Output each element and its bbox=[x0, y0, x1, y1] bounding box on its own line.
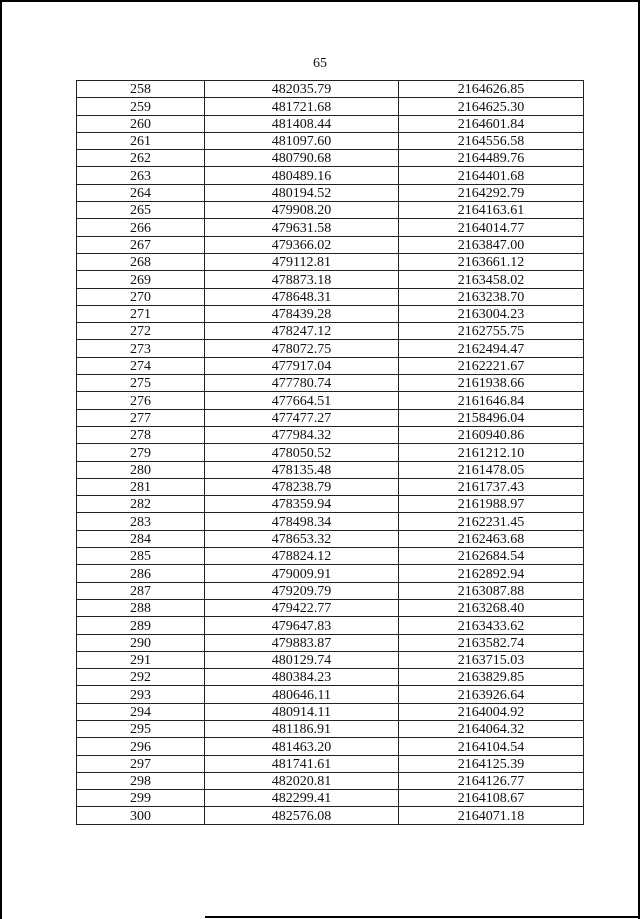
table-row bbox=[77, 686, 584, 703]
table-row bbox=[77, 772, 584, 789]
table-row bbox=[77, 132, 584, 149]
y-coordinate-cell: 2164104.54 bbox=[399, 738, 584, 755]
y-coordinate-cell: 2164126.77 bbox=[399, 772, 584, 789]
x-coordinate-cell: 479908.20 bbox=[205, 202, 399, 219]
table-row bbox=[77, 409, 584, 426]
x-coordinate-cell: 482035.79 bbox=[205, 81, 399, 98]
point-number-cell: 291 bbox=[77, 651, 205, 668]
x-coordinate-cell: 478238.79 bbox=[205, 478, 399, 495]
scan-border-bottom bbox=[205, 916, 640, 918]
x-coordinate-cell: 481408.44 bbox=[205, 115, 399, 132]
point-number-cell: 262 bbox=[77, 150, 205, 167]
point-number-cell: 259 bbox=[77, 98, 205, 115]
table-row bbox=[77, 617, 584, 634]
y-coordinate-cell: 2164014.77 bbox=[399, 219, 584, 236]
point-number-cell: 290 bbox=[77, 634, 205, 651]
point-number-cell: 261 bbox=[77, 132, 205, 149]
point-number-cell: 289 bbox=[77, 617, 205, 634]
point-number-cell: 275 bbox=[77, 375, 205, 392]
x-coordinate-cell: 478873.18 bbox=[205, 271, 399, 288]
y-coordinate-cell: 2162463.68 bbox=[399, 530, 584, 547]
x-coordinate-cell: 481721.68 bbox=[205, 98, 399, 115]
x-coordinate-cell: 478648.31 bbox=[205, 288, 399, 305]
table-row bbox=[77, 305, 584, 322]
x-coordinate-cell: 479009.91 bbox=[205, 565, 399, 582]
y-coordinate-cell: 2163829.85 bbox=[399, 669, 584, 686]
y-coordinate-cell: 2162231.45 bbox=[399, 513, 584, 530]
x-coordinate-cell: 479631.58 bbox=[205, 219, 399, 236]
table-row bbox=[77, 461, 584, 478]
table-row bbox=[77, 253, 584, 270]
x-coordinate-cell: 479422.77 bbox=[205, 599, 399, 616]
point-number-cell: 280 bbox=[77, 461, 205, 478]
y-coordinate-cell: 2164626.85 bbox=[399, 81, 584, 98]
x-coordinate-cell: 480194.52 bbox=[205, 184, 399, 201]
y-coordinate-cell: 2164108.67 bbox=[399, 790, 584, 807]
scan-border-left bbox=[0, 0, 2, 919]
y-coordinate-cell: 2163268.40 bbox=[399, 599, 584, 616]
x-coordinate-cell: 478824.12 bbox=[205, 548, 399, 565]
x-coordinate-cell: 477477.27 bbox=[205, 409, 399, 426]
point-number-cell: 277 bbox=[77, 409, 205, 426]
table-row bbox=[77, 720, 584, 737]
y-coordinate-cell: 2161646.84 bbox=[399, 392, 584, 409]
x-coordinate-cell: 479209.79 bbox=[205, 582, 399, 599]
point-number-cell: 282 bbox=[77, 496, 205, 513]
x-coordinate-cell: 479366.02 bbox=[205, 236, 399, 253]
table-row bbox=[77, 790, 584, 807]
y-coordinate-cell: 2161212.10 bbox=[399, 444, 584, 461]
y-coordinate-cell: 2164004.92 bbox=[399, 703, 584, 720]
x-coordinate-cell: 478439.28 bbox=[205, 305, 399, 322]
point-number-cell: 266 bbox=[77, 219, 205, 236]
y-coordinate-cell: 2163004.23 bbox=[399, 305, 584, 322]
table-row bbox=[77, 669, 584, 686]
table-row bbox=[77, 444, 584, 461]
scan-border-top bbox=[0, 0, 640, 2]
table-row bbox=[77, 513, 584, 530]
point-number-cell: 265 bbox=[77, 202, 205, 219]
point-number-cell: 287 bbox=[77, 582, 205, 599]
point-number-cell: 283 bbox=[77, 513, 205, 530]
point-number-cell: 285 bbox=[77, 548, 205, 565]
y-coordinate-cell: 2163238.70 bbox=[399, 288, 584, 305]
y-coordinate-cell: 2163926.64 bbox=[399, 686, 584, 703]
point-number-cell: 273 bbox=[77, 340, 205, 357]
point-number-cell: 294 bbox=[77, 703, 205, 720]
table-row bbox=[77, 288, 584, 305]
point-number-cell: 268 bbox=[77, 253, 205, 270]
table-row bbox=[77, 478, 584, 495]
y-coordinate-cell: 2161938.66 bbox=[399, 375, 584, 392]
x-coordinate-cell: 477780.74 bbox=[205, 375, 399, 392]
point-number-cell: 270 bbox=[77, 288, 205, 305]
table-row bbox=[77, 634, 584, 651]
point-number-cell: 297 bbox=[77, 755, 205, 772]
table-row bbox=[77, 496, 584, 513]
x-coordinate-cell: 478359.94 bbox=[205, 496, 399, 513]
y-coordinate-cell: 2160940.86 bbox=[399, 426, 584, 443]
point-number-cell: 288 bbox=[77, 599, 205, 616]
x-coordinate-cell: 479883.87 bbox=[205, 634, 399, 651]
table-row bbox=[77, 651, 584, 668]
table-row bbox=[77, 582, 584, 599]
point-number-cell: 278 bbox=[77, 426, 205, 443]
table-row bbox=[77, 548, 584, 565]
y-coordinate-cell: 2162494.47 bbox=[399, 340, 584, 357]
table-row bbox=[77, 755, 584, 772]
table-row bbox=[77, 426, 584, 443]
x-coordinate-cell: 477664.51 bbox=[205, 392, 399, 409]
x-coordinate-cell: 480646.11 bbox=[205, 686, 399, 703]
x-coordinate-cell: 480790.68 bbox=[205, 150, 399, 167]
point-number-cell: 296 bbox=[77, 738, 205, 755]
point-number-cell: 284 bbox=[77, 530, 205, 547]
table-row bbox=[77, 115, 584, 132]
table-row bbox=[77, 150, 584, 167]
y-coordinate-cell: 2161478.05 bbox=[399, 461, 584, 478]
y-coordinate-cell: 2163847.00 bbox=[399, 236, 584, 253]
y-coordinate-cell: 2164625.30 bbox=[399, 98, 584, 115]
point-number-cell: 263 bbox=[77, 167, 205, 184]
table-row bbox=[77, 323, 584, 340]
y-coordinate-cell: 2163715.03 bbox=[399, 651, 584, 668]
y-coordinate-cell: 2164064.32 bbox=[399, 720, 584, 737]
page-number: 65 bbox=[313, 56, 327, 71]
table-row bbox=[77, 81, 584, 98]
x-coordinate-cell: 478135.48 bbox=[205, 461, 399, 478]
point-number-cell: 299 bbox=[77, 790, 205, 807]
y-coordinate-cell: 2162684.54 bbox=[399, 548, 584, 565]
point-number-cell: 272 bbox=[77, 323, 205, 340]
x-coordinate-cell: 482299.41 bbox=[205, 790, 399, 807]
x-coordinate-cell: 482020.81 bbox=[205, 772, 399, 789]
x-coordinate-cell: 482576.08 bbox=[205, 807, 399, 824]
point-number-cell: 279 bbox=[77, 444, 205, 461]
y-coordinate-cell: 2163661.12 bbox=[399, 253, 584, 270]
point-number-cell: 300 bbox=[77, 807, 205, 824]
table-row bbox=[77, 340, 584, 357]
x-coordinate-cell: 480129.74 bbox=[205, 651, 399, 668]
y-coordinate-cell: 2164292.79 bbox=[399, 184, 584, 201]
x-coordinate-cell: 481186.91 bbox=[205, 720, 399, 737]
x-coordinate-cell: 478050.52 bbox=[205, 444, 399, 461]
y-coordinate-cell: 2164163.61 bbox=[399, 202, 584, 219]
y-coordinate-cell: 2162221.67 bbox=[399, 357, 584, 374]
table-row bbox=[77, 565, 584, 582]
x-coordinate-cell: 477917.04 bbox=[205, 357, 399, 374]
y-coordinate-cell: 2164556.58 bbox=[399, 132, 584, 149]
y-coordinate-cell: 2163582.74 bbox=[399, 634, 584, 651]
table-row bbox=[77, 219, 584, 236]
x-coordinate-cell: 477984.32 bbox=[205, 426, 399, 443]
x-coordinate-cell: 478498.34 bbox=[205, 513, 399, 530]
table-row bbox=[77, 738, 584, 755]
table-row bbox=[77, 202, 584, 219]
point-number-cell: 292 bbox=[77, 669, 205, 686]
x-coordinate-cell: 481097.60 bbox=[205, 132, 399, 149]
table-row bbox=[77, 98, 584, 115]
y-coordinate-cell: 2164601.84 bbox=[399, 115, 584, 132]
table-row bbox=[77, 184, 584, 201]
table-row bbox=[77, 599, 584, 616]
y-coordinate-cell: 2164489.76 bbox=[399, 150, 584, 167]
x-coordinate-cell: 481741.61 bbox=[205, 755, 399, 772]
x-coordinate-cell: 479647.83 bbox=[205, 617, 399, 634]
table-row bbox=[77, 703, 584, 720]
point-number-cell: 269 bbox=[77, 271, 205, 288]
x-coordinate-cell: 478072.75 bbox=[205, 340, 399, 357]
point-number-cell: 281 bbox=[77, 478, 205, 495]
coordinates-table-body bbox=[77, 81, 584, 825]
y-coordinate-cell: 2161988.97 bbox=[399, 496, 584, 513]
x-coordinate-cell: 478247.12 bbox=[205, 323, 399, 340]
y-coordinate-cell: 2162892.94 bbox=[399, 565, 584, 582]
table-row bbox=[77, 357, 584, 374]
y-coordinate-cell: 2161737.43 bbox=[399, 478, 584, 495]
x-coordinate-cell: 479112.81 bbox=[205, 253, 399, 270]
y-coordinate-cell: 2163458.02 bbox=[399, 271, 584, 288]
y-coordinate-cell: 2162755.75 bbox=[399, 323, 584, 340]
point-number-cell: 267 bbox=[77, 236, 205, 253]
y-coordinate-cell: 2164401.68 bbox=[399, 167, 584, 184]
x-coordinate-cell: 480384.23 bbox=[205, 669, 399, 686]
y-coordinate-cell: 2158496.04 bbox=[399, 409, 584, 426]
table-row bbox=[77, 530, 584, 547]
y-coordinate-cell: 2164125.39 bbox=[399, 755, 584, 772]
x-coordinate-cell: 481463.20 bbox=[205, 738, 399, 755]
table-row bbox=[77, 392, 584, 409]
table-row bbox=[77, 375, 584, 392]
point-number-cell: 274 bbox=[77, 357, 205, 374]
point-number-cell: 276 bbox=[77, 392, 205, 409]
table-row bbox=[77, 167, 584, 184]
point-number-cell: 295 bbox=[77, 720, 205, 737]
point-number-cell: 293 bbox=[77, 686, 205, 703]
point-number-cell: 258 bbox=[77, 81, 205, 98]
coordinates-table bbox=[76, 80, 584, 825]
point-number-cell: 298 bbox=[77, 772, 205, 789]
x-coordinate-cell: 480489.16 bbox=[205, 167, 399, 184]
y-coordinate-cell: 2163433.62 bbox=[399, 617, 584, 634]
point-number-cell: 286 bbox=[77, 565, 205, 582]
y-coordinate-cell: 2164071.18 bbox=[399, 807, 584, 824]
point-number-cell: 264 bbox=[77, 184, 205, 201]
y-coordinate-cell: 2163087.88 bbox=[399, 582, 584, 599]
x-coordinate-cell: 480914.11 bbox=[205, 703, 399, 720]
x-coordinate-cell: 478653.32 bbox=[205, 530, 399, 547]
table-row bbox=[77, 236, 584, 253]
point-number-cell: 260 bbox=[77, 115, 205, 132]
table-row bbox=[77, 807, 584, 824]
point-number-cell: 271 bbox=[77, 305, 205, 322]
table-row bbox=[77, 271, 584, 288]
